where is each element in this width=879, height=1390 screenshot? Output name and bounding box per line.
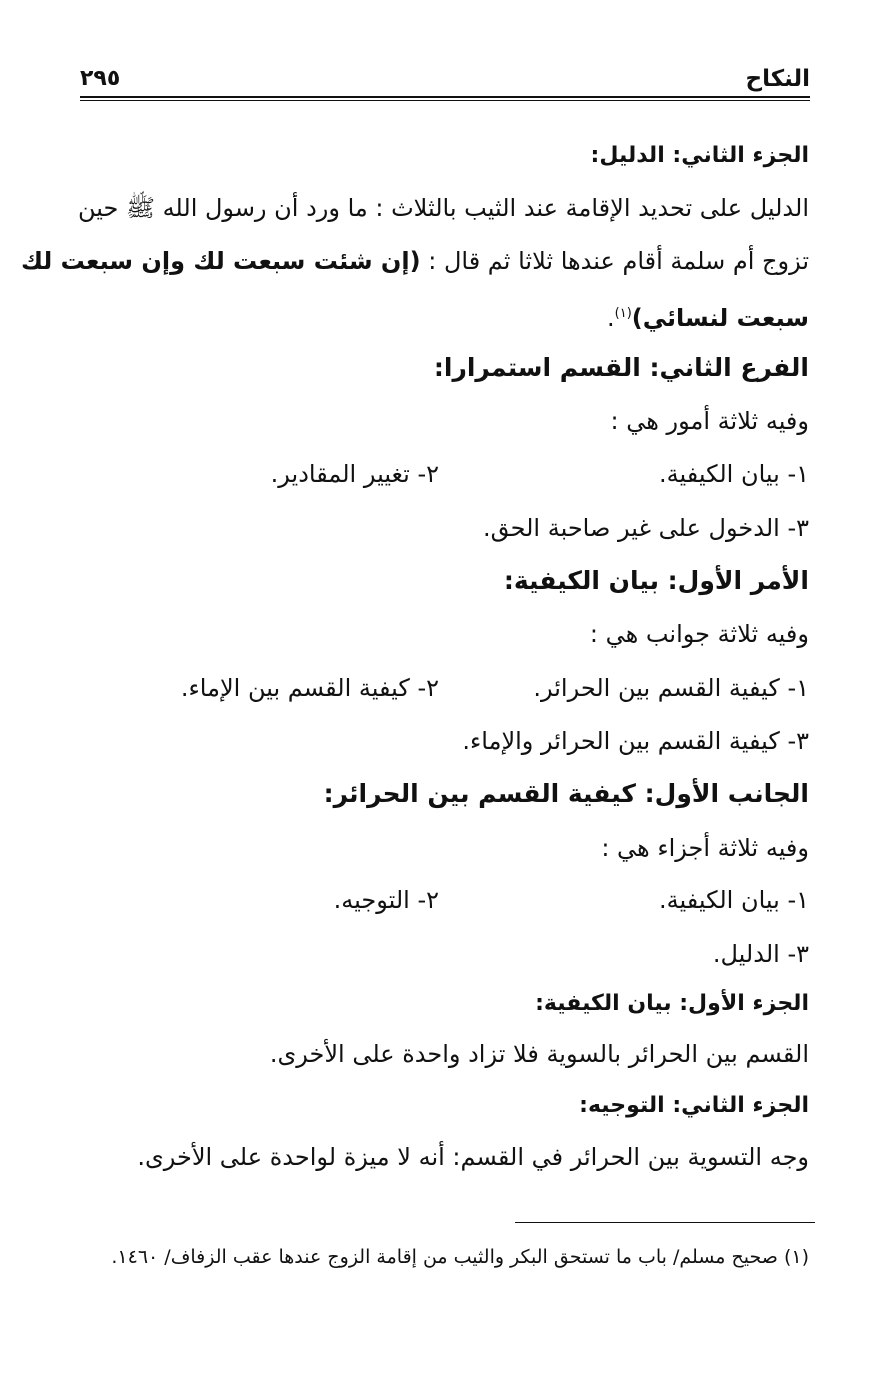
header-rule	[80, 96, 810, 98]
list-item: ٢- التوجيه.	[333, 886, 439, 914]
aspect-heading: الجانب الأول: كيفية القسم بين الحرائر:	[323, 779, 809, 808]
list-item: ١- بيان الكيفية.	[658, 886, 809, 914]
header-rule-thin	[80, 100, 810, 101]
footnote: (١) صحيح مسلم/ باب ما تستحق البكر والثيب من إقامة الزوج عندها عقب الزفاف/ ١٤٦٠.	[111, 1246, 809, 1268]
hadith-quote: (إن شئت سبعت لك وإن سبعت لك	[20, 247, 421, 275]
list-intro: وفيه ثلاثة أجزاء هي :	[601, 834, 809, 862]
page-number: ٢٩٥	[80, 66, 121, 91]
list-item: ٣- الدخول على غير صاحبة الحق.	[482, 514, 809, 542]
paragraph-text: تزوج أم سلمة أقام عندها ثلاثا ثم قال :	[420, 247, 809, 275]
footnote-marker: (١)	[614, 306, 632, 321]
chapter-title: النكاح	[745, 66, 810, 92]
hadith-quote-end: سبعت لنسائي)	[631, 304, 809, 332]
list-intro: وفيه ثلاثة جوانب هي :	[589, 620, 809, 648]
paragraph-line: الدليل على تحديد الإقامة عند الثيب بالثلاث : ما ورد أن رسول الله ﷺ حين	[77, 194, 809, 222]
list-item: ٢- تغيير المقادير.	[270, 460, 439, 488]
paragraph-line	[20, 245, 809, 277]
list-intro: وفيه ثلاثة أمور هي :	[610, 407, 809, 435]
part-heading: الجزء الثاني: التوجيه:	[579, 1093, 809, 1118]
section-heading-evidence: الجزء الثاني: الدليل:	[590, 143, 809, 168]
part-heading: الجزء الأول: بيان الكيفية:	[535, 991, 809, 1016]
paragraph-line: وجه التسوية بين الحرائر في القسم: أنه لا ميزة لواحدة على الأخرى.	[137, 1143, 809, 1171]
matter-heading: الأمر الأول: بيان الكيفية:	[503, 566, 809, 595]
paragraph-line: القسم بين الحرائر بالسوية فلا تزاد واحدة على الأخرى.	[269, 1040, 809, 1068]
list-item: ٢- كيفية القسم بين الإماء.	[180, 674, 439, 702]
period: .	[607, 304, 615, 332]
list-item: ٣- كيفية القسم بين الحرائر والإماء.	[462, 727, 809, 755]
list-item: ٣- الدليل.	[712, 940, 809, 968]
list-item: ١- بيان الكيفية.	[658, 460, 809, 488]
list-item: ١- كيفية القسم بين الحرائر.	[533, 674, 809, 702]
running-header	[80, 60, 810, 96]
paragraph-line	[607, 298, 809, 334]
footnote-rule	[515, 1222, 815, 1223]
branch-heading: الفرع الثاني: القسم استمرارا:	[433, 353, 809, 382]
